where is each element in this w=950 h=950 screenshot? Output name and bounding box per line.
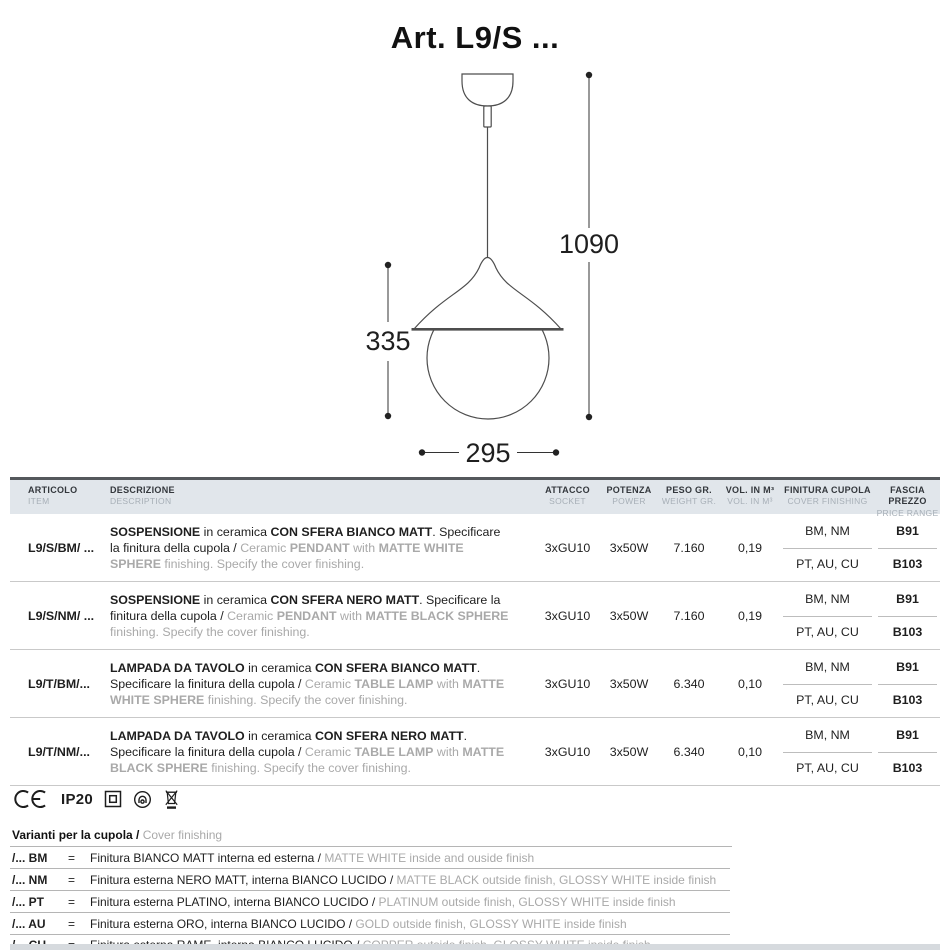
weight-value: 6.340 bbox=[673, 676, 705, 691]
variants-heading-it: Varianti per la cupola / bbox=[12, 828, 143, 842]
col-header-potenza: POTENZA POWER bbox=[606, 485, 652, 507]
volume-value: 0,19 bbox=[737, 608, 763, 623]
price-range: B91 bbox=[896, 591, 919, 606]
spec-table-body bbox=[10, 514, 940, 786]
variant-equals: = bbox=[68, 916, 76, 931]
finish-option: PT, AU, CU bbox=[796, 761, 859, 776]
price-range: B103 bbox=[892, 625, 923, 640]
col-header-descrizione: DESCRIZIONE DESCRIPTION bbox=[110, 485, 175, 507]
class-ii-icon bbox=[104, 790, 122, 808]
variants-list bbox=[10, 847, 940, 950]
spec-table-header bbox=[10, 477, 940, 518]
sub-divider bbox=[878, 616, 937, 617]
power-value: 3x50W bbox=[609, 608, 649, 623]
dim-diameter-label: 295 bbox=[465, 438, 511, 468]
socket-value: 3xGU10 bbox=[544, 540, 591, 555]
finish-option: PT, AU, CU bbox=[796, 625, 859, 640]
sub-divider bbox=[783, 752, 872, 753]
variant-description: Finitura esterna ORO, interna BIANCO LUCIDO / GOLD outside finish, GLOSSY WHITE inside finish bbox=[90, 916, 627, 931]
article-code: L9/T/BM/... bbox=[28, 676, 90, 691]
ip-rating-label: IP20 bbox=[61, 790, 94, 808]
variant-row bbox=[10, 869, 730, 891]
col-header-volume: VOL. IN M³ VOL. IN M³ bbox=[725, 485, 775, 507]
finish-options bbox=[780, 718, 875, 785]
col-header-peso: PESO GR. WEIGHT GR. bbox=[661, 485, 717, 507]
socket-value: 3xGU10 bbox=[544, 608, 591, 623]
price-range: B91 bbox=[896, 523, 919, 538]
article-description: LAMPADA DA TAVOLO in ceramica CON SFERA BIANCO MATT. Specificare la finitura della cupola / Ceramic TABLE LAMP with MATTE WHITE SPHERE finishing. Specify the cover finishing. bbox=[110, 660, 505, 707]
article-description: SOSPENSIONE in ceramica CON SFERA NERO MATT. Specificare la finitura della cupola / Ceramic PENDANT with MATTE BLACK SPHERE finishing. Specify the cover finishing. bbox=[110, 592, 509, 639]
sub-divider bbox=[878, 752, 937, 753]
canopy-shape bbox=[462, 74, 513, 106]
power-value: 3x50W bbox=[609, 744, 649, 759]
article-description: SOSPENSIONE in ceramica CON SFERA BIANCO MATT. Specificare la finitura della cupola / Ceramic PENDANT with MATTE WHITE SPHERE finishing. Specify the cover finishing. bbox=[110, 524, 501, 571]
finish-option: BM, NM bbox=[805, 659, 850, 674]
variant-row bbox=[10, 847, 730, 869]
article-code: L9/S/BM/ ... bbox=[28, 540, 95, 555]
finish-option: PT, AU, CU bbox=[796, 557, 859, 572]
price-ranges bbox=[875, 718, 940, 785]
variant-equals: = bbox=[68, 894, 76, 909]
price-range: B103 bbox=[892, 761, 923, 776]
sub-divider bbox=[783, 548, 872, 549]
spec-table bbox=[10, 477, 940, 786]
ce-mark-icon bbox=[13, 788, 50, 810]
technical-drawing bbox=[0, 0, 950, 472]
finish-option: BM, NM bbox=[805, 727, 850, 742]
col-header-articolo: ARTICOLO ITEM bbox=[28, 485, 78, 507]
variant-equals: = bbox=[68, 850, 76, 865]
article-description: LAMPADA DA TAVOLO in ceramica CON SFERA NERO MATT. Specificare la finitura della cupola / Ceramic TABLE LAMP with MATTE BLACK SPHERE finishing. Specify the cover finishing. bbox=[110, 728, 505, 775]
power-value: 3x50W bbox=[609, 540, 649, 555]
cord-grip-shape bbox=[484, 106, 491, 127]
volume-value: 0,19 bbox=[737, 540, 763, 555]
power-value: 3x50W bbox=[609, 676, 649, 691]
price-range: B91 bbox=[896, 659, 919, 674]
price-range: B103 bbox=[892, 693, 923, 708]
sub-divider bbox=[783, 684, 872, 685]
weight-value: 7.160 bbox=[673, 540, 705, 555]
table-row bbox=[10, 650, 940, 718]
table-row bbox=[10, 514, 940, 582]
price-range: B91 bbox=[896, 727, 919, 742]
finish-options bbox=[780, 514, 875, 581]
variant-code: /... PT bbox=[12, 894, 45, 909]
variant-code: /... AU bbox=[12, 916, 46, 931]
variant-description: Finitura esterna NERO MATT, interna BIANCO LUCIDO / MATTE BLACK outside finish, GLOSSY WHITE inside finish bbox=[90, 872, 717, 887]
variant-code: /... BM bbox=[12, 850, 48, 865]
table-row bbox=[10, 718, 940, 786]
next-section-edge bbox=[10, 944, 940, 950]
weight-value: 7.160 bbox=[673, 608, 705, 623]
finish-options bbox=[780, 582, 875, 649]
weee-bin-icon bbox=[163, 789, 180, 810]
volume-value: 0,10 bbox=[737, 676, 763, 691]
sub-divider bbox=[878, 684, 937, 685]
socket-value: 3xGU10 bbox=[544, 676, 591, 691]
variant-equals: = bbox=[68, 872, 76, 887]
lampholder-icon bbox=[133, 790, 152, 809]
price-ranges bbox=[875, 650, 940, 717]
article-code: L9/S/NM/ ... bbox=[28, 608, 95, 623]
volume-value: 0,10 bbox=[737, 744, 763, 759]
finish-option: BM, NM bbox=[805, 591, 850, 606]
variant-description: Finitura esterna PLATINO, interna BIANCO LUCIDO / PLATINUM outside finish, GLOSSY WHITE inside finish bbox=[90, 894, 676, 909]
price-ranges bbox=[875, 582, 940, 649]
variant-description: Finitura BIANCO MATT interna ed esterna / MATTE WHITE inside and ouside finish bbox=[90, 850, 535, 865]
certification-row bbox=[13, 786, 180, 812]
price-range: B103 bbox=[892, 557, 923, 572]
socket-value: 3xGU10 bbox=[544, 744, 591, 759]
table-row bbox=[10, 582, 940, 650]
variants-heading-en: Cover finishing bbox=[142, 828, 223, 842]
finish-option: PT, AU, CU bbox=[796, 693, 859, 708]
page-title: Art. L9/S ... bbox=[390, 20, 560, 55]
sub-divider bbox=[783, 616, 872, 617]
variant-row bbox=[10, 891, 730, 913]
col-header-finitura: FINITURA CUPOLA COVER FINISHING bbox=[784, 485, 871, 507]
finish-option: BM, NM bbox=[805, 523, 850, 538]
price-ranges bbox=[875, 514, 940, 581]
dim-body-height-label: 335 bbox=[365, 326, 411, 356]
finish-options bbox=[780, 650, 875, 717]
cover-shape bbox=[414, 258, 561, 330]
variants-heading bbox=[10, 826, 732, 847]
variant-row bbox=[10, 913, 730, 935]
dim-total-height-label: 1090 bbox=[558, 229, 620, 259]
weight-value: 6.340 bbox=[673, 744, 705, 759]
variants-section bbox=[10, 826, 940, 950]
sub-divider bbox=[878, 548, 937, 549]
variant-code: /... NM bbox=[12, 872, 48, 887]
article-code: L9/T/NM/... bbox=[28, 744, 90, 759]
col-header-attacco: ATTACCO SOCKET bbox=[545, 485, 590, 507]
col-header-fascia: FASCIA PREZZO PRICE RANGE bbox=[876, 485, 939, 518]
